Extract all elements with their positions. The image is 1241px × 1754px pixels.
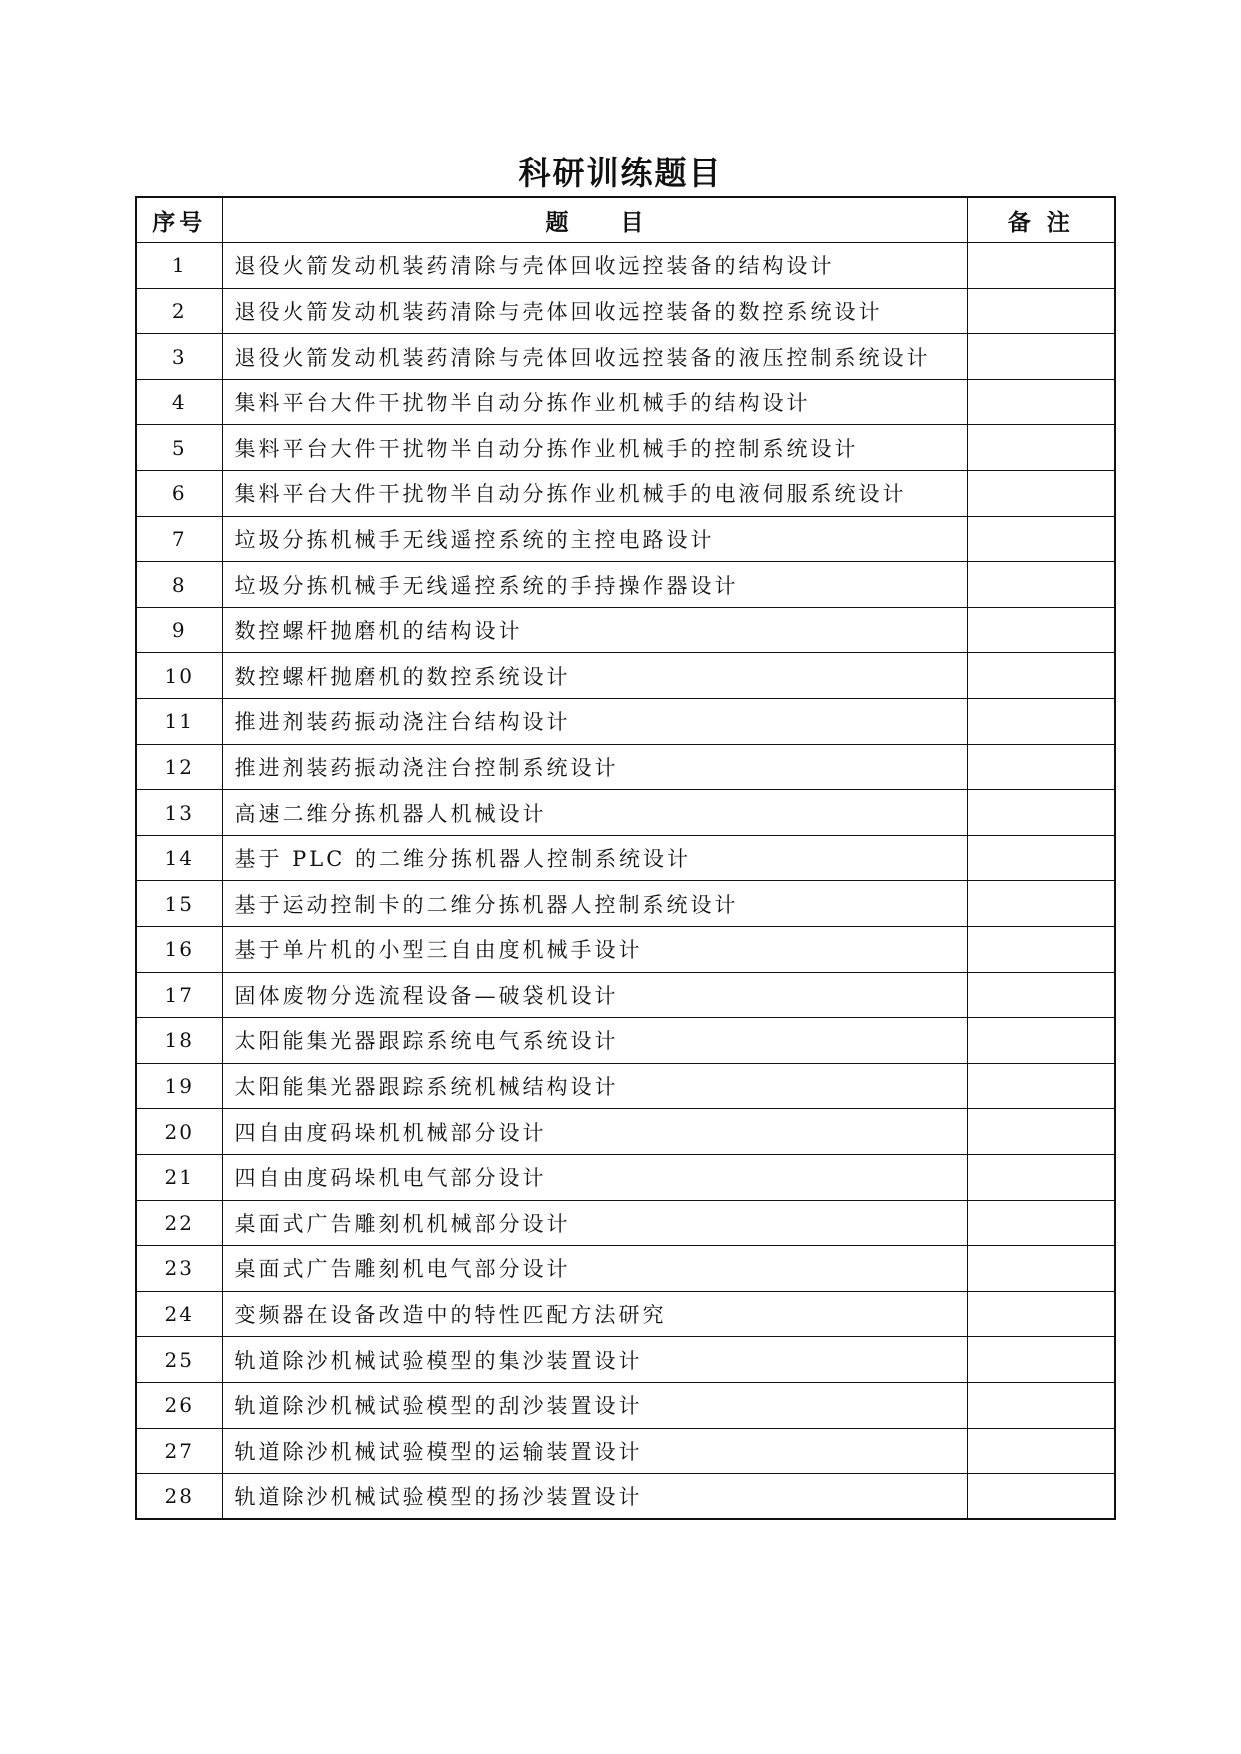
table-row — [136, 607, 1115, 653]
row-remarks — [967, 1474, 1115, 1520]
table-row — [136, 562, 1115, 608]
table-row — [136, 927, 1115, 973]
row-serial-number: 27 — [136, 1428, 222, 1474]
row-serial-number: 4 — [136, 379, 222, 425]
row-remarks — [967, 243, 1115, 289]
table-row — [136, 881, 1115, 927]
header-topic — [222, 197, 967, 243]
row-remarks — [967, 1291, 1115, 1337]
row-serial-number: 11 — [136, 699, 222, 745]
row-topic-title: 桌面式广告雕刻机电气部分设计 — [222, 1246, 967, 1292]
row-topic-title: 退役火箭发动机装药清除与壳体回收远控装备的数控系统设计 — [222, 288, 967, 334]
row-serial-number: 6 — [136, 471, 222, 517]
row-serial-number: 24 — [136, 1291, 222, 1337]
table-body — [136, 243, 1115, 1520]
row-serial-number: 23 — [136, 1246, 222, 1292]
row-remarks — [967, 334, 1115, 380]
row-topic-title: 四自由度码垛机电气部分设计 — [222, 1154, 967, 1200]
row-topic-title: 集料平台大件干扰物半自动分拣作业机械手的控制系统设计 — [222, 425, 967, 471]
header-topic-part2: 目 — [620, 209, 644, 236]
header-serial-number: 序号 — [136, 197, 222, 243]
row-remarks — [967, 288, 1115, 334]
table-row — [136, 1018, 1115, 1064]
row-remarks — [967, 1109, 1115, 1155]
row-remarks — [967, 972, 1115, 1018]
table-row — [136, 1200, 1115, 1246]
row-topic-title: 垃圾分拣机械手无线遥控系统的主控电路设计 — [222, 516, 967, 562]
table-row — [136, 1428, 1115, 1474]
row-topic-title: 轨道除沙机械试验模型的集沙装置设计 — [222, 1337, 967, 1383]
row-serial-number: 2 — [136, 288, 222, 334]
table-header-row — [136, 197, 1115, 243]
row-remarks — [967, 927, 1115, 973]
row-topic-title: 四自由度码垛机机械部分设计 — [222, 1109, 967, 1155]
table-row — [136, 425, 1115, 471]
row-serial-number: 18 — [136, 1018, 222, 1064]
row-remarks — [967, 744, 1115, 790]
row-remarks — [967, 835, 1115, 881]
table-row — [136, 972, 1115, 1018]
row-remarks — [967, 425, 1115, 471]
row-serial-number: 1 — [136, 243, 222, 289]
row-topic-title: 固体废物分选流程设备—破袋机设计 — [222, 972, 967, 1018]
row-remarks — [967, 471, 1115, 517]
row-remarks — [967, 562, 1115, 608]
table-row — [136, 1109, 1115, 1155]
row-serial-number: 5 — [136, 425, 222, 471]
row-remarks — [967, 1428, 1115, 1474]
row-remarks — [967, 1337, 1115, 1383]
row-topic-title: 数控螺杆抛磨机的数控系统设计 — [222, 653, 967, 699]
table-row — [136, 1382, 1115, 1428]
row-serial-number: 16 — [136, 927, 222, 973]
table-row — [136, 835, 1115, 881]
table-row — [136, 744, 1115, 790]
row-remarks — [967, 1018, 1115, 1064]
row-serial-number: 8 — [136, 562, 222, 608]
row-topic-title: 太阳能集光器跟踪系统机械结构设计 — [222, 1063, 967, 1109]
row-topic-title: 集料平台大件干扰物半自动分拣作业机械手的结构设计 — [222, 379, 967, 425]
row-serial-number: 28 — [136, 1474, 222, 1520]
row-remarks — [967, 699, 1115, 745]
row-serial-number: 7 — [136, 516, 222, 562]
row-serial-number: 14 — [136, 835, 222, 881]
row-serial-number: 9 — [136, 607, 222, 653]
row-serial-number: 26 — [136, 1382, 222, 1428]
row-serial-number: 17 — [136, 972, 222, 1018]
table-row — [136, 1063, 1115, 1109]
row-topic-title: 基于单片机的小型三自由度机械手设计 — [222, 927, 967, 973]
row-remarks — [967, 653, 1115, 699]
topics-table — [135, 196, 1116, 1520]
header-topic-part1: 题 — [545, 209, 569, 236]
table-row — [136, 1154, 1115, 1200]
row-topic-title: 退役火箭发动机装药清除与壳体回收远控装备的液压控制系统设计 — [222, 334, 967, 380]
row-remarks — [967, 607, 1115, 653]
row-remarks — [967, 1154, 1115, 1200]
row-remarks — [967, 1200, 1115, 1246]
row-topic-title: 高速二维分拣机器人机械设计 — [222, 790, 967, 836]
row-remarks — [967, 516, 1115, 562]
row-topic-title: 轨道除沙机械试验模型的扬沙装置设计 — [222, 1474, 967, 1520]
row-remarks — [967, 1063, 1115, 1109]
row-topic-title: 轨道除沙机械试验模型的刮沙装置设计 — [222, 1382, 967, 1428]
table-row — [136, 334, 1115, 380]
row-serial-number: 20 — [136, 1109, 222, 1155]
row-topic-title: 桌面式广告雕刻机机械部分设计 — [222, 1200, 967, 1246]
table-row — [136, 379, 1115, 425]
row-serial-number: 22 — [136, 1200, 222, 1246]
row-topic-title: 轨道除沙机械试验模型的运输装置设计 — [222, 1428, 967, 1474]
row-topic-title: 变频器在设备改造中的特性匹配方法研究 — [222, 1291, 967, 1337]
row-topic-title: 数控螺杆抛磨机的结构设计 — [222, 607, 967, 653]
table-row — [136, 790, 1115, 836]
table-row — [136, 471, 1115, 517]
row-serial-number: 3 — [136, 334, 222, 380]
row-serial-number: 19 — [136, 1063, 222, 1109]
table-row — [136, 1337, 1115, 1383]
header-remarks: 备 注 — [967, 197, 1115, 243]
row-remarks — [967, 1246, 1115, 1292]
row-serial-number: 15 — [136, 881, 222, 927]
row-remarks — [967, 379, 1115, 425]
row-serial-number: 25 — [136, 1337, 222, 1383]
table-row — [136, 1291, 1115, 1337]
row-topic-title: 基于 PLC 的二维分拣机器人控制系统设计 — [222, 835, 967, 881]
page-title: 科研训练题目 — [518, 154, 723, 192]
table-row — [136, 1246, 1115, 1292]
row-topic-title: 垃圾分拣机械手无线遥控系统的手持操作器设计 — [222, 562, 967, 608]
row-remarks — [967, 881, 1115, 927]
row-topic-title: 基于运动控制卡的二维分拣机器人控制系统设计 — [222, 881, 967, 927]
row-topic-title: 推进剂装药振动浇注台结构设计 — [222, 699, 967, 745]
row-topic-title: 太阳能集光器跟踪系统电气系统设计 — [222, 1018, 967, 1064]
table-row — [136, 243, 1115, 289]
table-row — [136, 1474, 1115, 1520]
row-topic-title: 退役火箭发动机装药清除与壳体回收远控装备的结构设计 — [222, 243, 967, 289]
row-remarks — [967, 1382, 1115, 1428]
row-serial-number: 12 — [136, 744, 222, 790]
row-serial-number: 10 — [136, 653, 222, 699]
table-row — [136, 653, 1115, 699]
row-serial-number: 21 — [136, 1154, 222, 1200]
table-row — [136, 288, 1115, 334]
table-row — [136, 699, 1115, 745]
row-topic-title: 集料平台大件干扰物半自动分拣作业机械手的电液伺服系统设计 — [222, 471, 967, 517]
table-row — [136, 516, 1115, 562]
row-remarks — [967, 790, 1115, 836]
row-serial-number: 13 — [136, 790, 222, 836]
row-topic-title: 推进剂装药振动浇注台控制系统设计 — [222, 744, 967, 790]
